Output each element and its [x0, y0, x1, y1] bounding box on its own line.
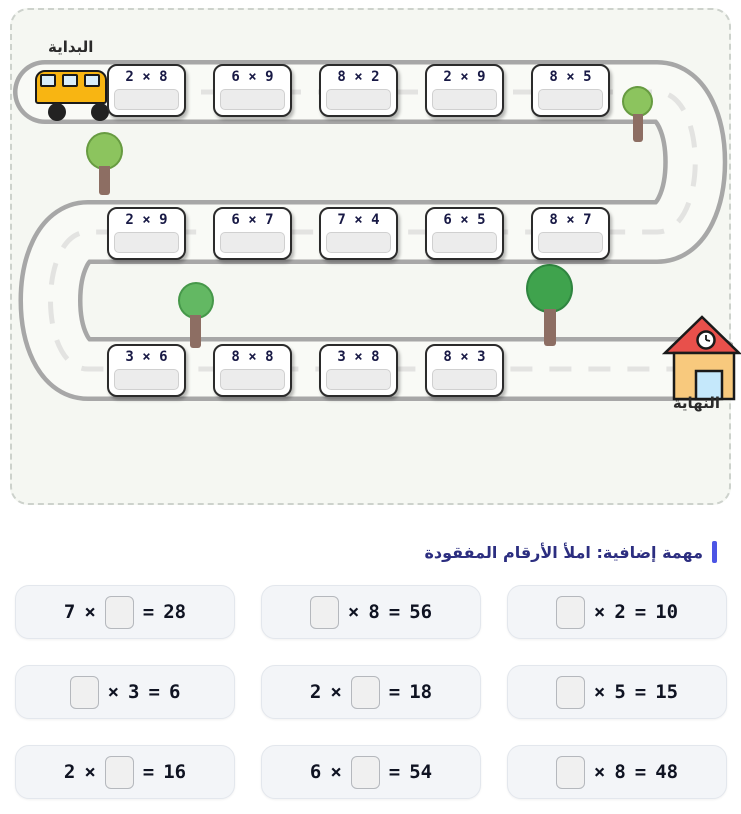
missing-number-box[interactable]: [310, 596, 339, 629]
equation-card: [507, 585, 727, 639]
answer-box[interactable]: [114, 232, 179, 253]
house-icon: [662, 310, 741, 402]
missing-number-box[interactable]: [70, 676, 99, 709]
multiplication-card: [213, 64, 292, 117]
missing-number-box[interactable]: [556, 596, 585, 629]
equation-token: 48: [655, 761, 679, 783]
equation-token: 56: [409, 601, 433, 623]
equation-token: ×: [330, 761, 342, 783]
multiplication-card: [531, 64, 610, 117]
end-label: النهاية: [672, 394, 720, 412]
multiplication-card: [425, 207, 504, 260]
equation-card: [15, 745, 235, 799]
answer-box[interactable]: [220, 369, 285, 390]
multiplication-problem: 8 × 3: [443, 349, 486, 365]
equation-token: =: [634, 761, 647, 783]
equation-token: ×: [593, 681, 606, 703]
equation-token: =: [388, 601, 401, 623]
answer-box[interactable]: [326, 369, 391, 390]
equation-token: =: [634, 681, 647, 703]
equation-token: 28: [163, 601, 187, 623]
equation-token: =: [148, 681, 160, 703]
equation-token: 3: [128, 681, 140, 703]
multiplication-card: [213, 207, 292, 260]
multiplication-problem: 6 × 9: [231, 69, 274, 85]
answer-box[interactable]: [220, 232, 285, 253]
answer-box[interactable]: [432, 89, 497, 110]
start-label: البداية: [48, 38, 94, 56]
bus-icon: [35, 70, 109, 122]
multiplication-problem: 2 × 8: [125, 69, 168, 85]
missing-number-box[interactable]: [556, 756, 585, 789]
equation-card: [507, 665, 727, 719]
multiplication-card: [425, 344, 504, 397]
multiplication-problem: 6 × 5: [443, 212, 486, 228]
multiplication-problem: 8 × 5: [549, 69, 592, 85]
equation-token: =: [388, 761, 401, 783]
multiplication-card: [531, 207, 610, 260]
equation-token: ×: [347, 601, 360, 623]
equation-token: 8: [368, 601, 380, 623]
equation-token: 15: [655, 681, 679, 703]
bus-window-icon: [40, 74, 56, 87]
multiplication-problem: 8 × 7: [549, 212, 592, 228]
missing-number-box[interactable]: [556, 676, 585, 709]
equation-token: 7: [63, 601, 76, 623]
extra-task-title: مهمة إضافية: املأ الأرقام المفقودة: [424, 542, 703, 562]
answer-box[interactable]: [114, 369, 179, 390]
equation-token: 5: [614, 681, 626, 703]
equation-card: [15, 665, 235, 719]
multiplication-problem: 8 × 2: [337, 69, 380, 85]
answer-box[interactable]: [220, 89, 285, 110]
equation-token: 54: [409, 761, 433, 783]
equation-token: ×: [107, 681, 120, 703]
equation-token: ×: [84, 601, 96, 623]
equation-token: 6: [168, 681, 181, 703]
missing-number-box[interactable]: [105, 596, 134, 629]
equation-token: ×: [593, 601, 606, 623]
equation-token: 10: [655, 601, 679, 623]
multiplication-problem: 6 × 7: [231, 212, 274, 228]
missing-number-box[interactable]: [105, 756, 134, 789]
equation-token: 16: [163, 761, 187, 783]
answer-box[interactable]: [432, 369, 497, 390]
extra-task-header: [424, 541, 717, 563]
clock-icon: [698, 332, 715, 349]
equation-token: 6: [309, 761, 322, 783]
answer-box[interactable]: [538, 232, 603, 253]
multiplication-card: [319, 64, 398, 117]
multiplication-card: [425, 64, 504, 117]
missing-number-box[interactable]: [351, 756, 380, 789]
equation-token: =: [634, 601, 647, 623]
bus-wheel-icon: [48, 103, 66, 121]
multiplication-problem: 8 × 8: [231, 349, 274, 365]
multiplication-card: [213, 344, 292, 397]
equation-token: =: [142, 761, 155, 783]
equation-card: [507, 745, 727, 799]
answer-box[interactable]: [432, 232, 497, 253]
road-row-2: [107, 207, 610, 260]
equation-card: [15, 585, 235, 639]
equation-card: [261, 585, 481, 639]
multiplication-problem: 7 × 4: [337, 212, 380, 228]
bus-window-icon: [84, 74, 100, 87]
equations-grid: [15, 585, 727, 799]
multiplication-card: [319, 344, 398, 397]
multiplication-problem: 3 × 8: [337, 349, 380, 365]
accent-bar: [712, 541, 717, 563]
equation-card: [261, 665, 481, 719]
answer-box[interactable]: [326, 232, 391, 253]
answer-box[interactable]: [538, 89, 603, 110]
equation-token: ×: [330, 681, 342, 703]
missing-number-box[interactable]: [351, 676, 380, 709]
multiplication-problem: 3 × 6: [125, 349, 168, 365]
equation-token: 18: [409, 681, 433, 703]
multiplication-problem: 2 × 9: [443, 69, 486, 85]
equation-token: 2: [309, 681, 322, 703]
multiplication-card: [107, 344, 186, 397]
equation-token: 2: [63, 761, 76, 783]
game-board: [10, 8, 731, 505]
equation-token: ×: [84, 761, 96, 783]
equation-token: 8: [614, 761, 626, 783]
bus-window-icon: [62, 74, 78, 87]
multiplication-card: [107, 64, 186, 117]
equation-token: 2: [614, 601, 626, 623]
answer-box[interactable]: [326, 89, 391, 110]
answer-box[interactable]: [114, 89, 179, 110]
equation-token: ×: [593, 761, 606, 783]
multiplication-card: [319, 207, 398, 260]
equation-card: [261, 745, 481, 799]
equation-token: =: [388, 681, 401, 703]
equation-token: =: [142, 601, 155, 623]
road-row-3: [107, 344, 504, 397]
multiplication-problem: 2 × 9: [125, 212, 168, 228]
multiplication-card: [107, 207, 186, 260]
road-row-1: [107, 64, 610, 117]
